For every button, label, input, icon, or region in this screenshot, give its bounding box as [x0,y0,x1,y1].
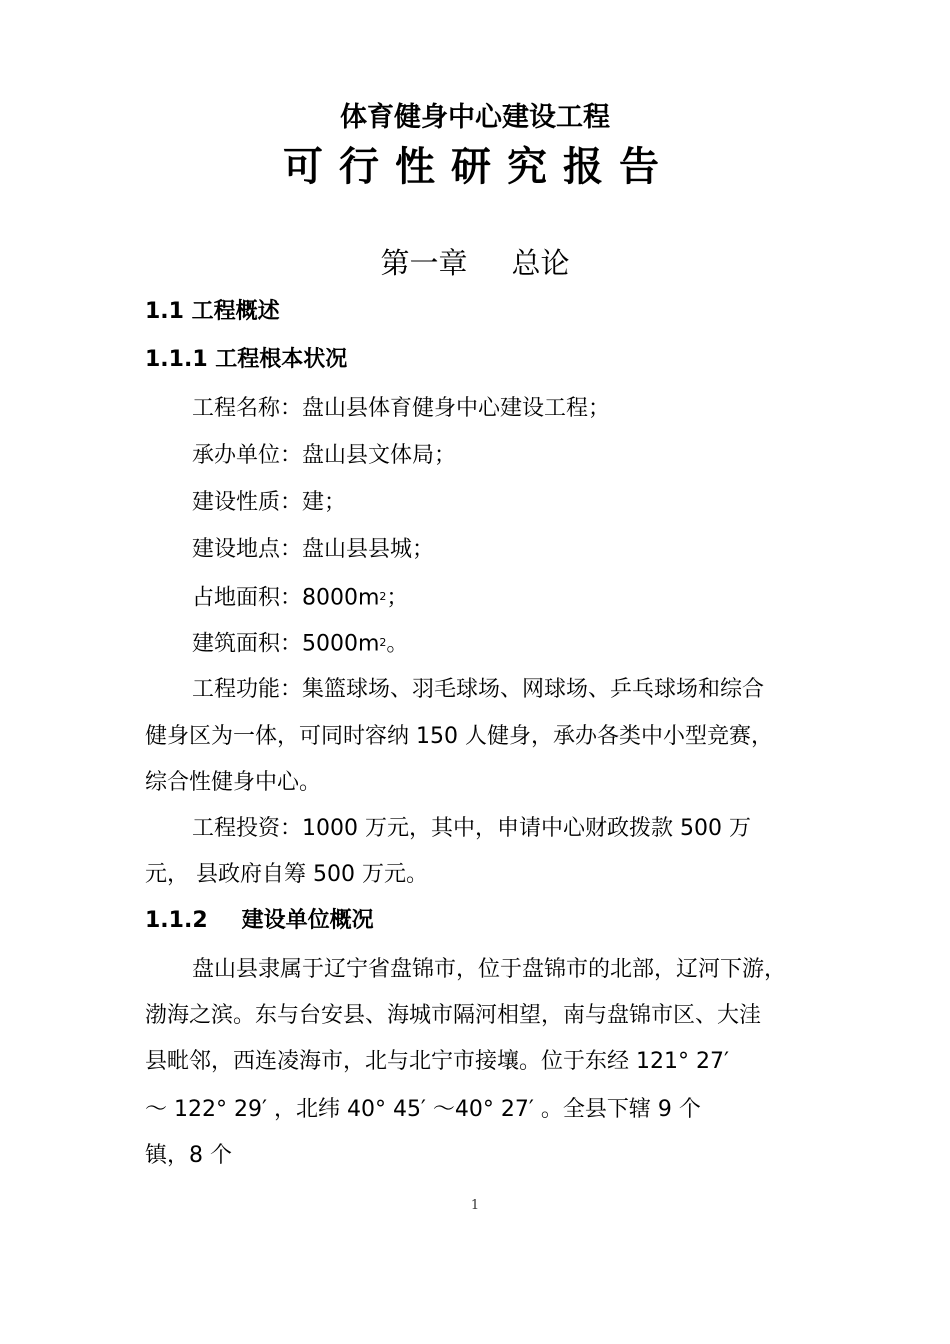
overview-line-3: 县毗邻，西连凌海市，北与北宁市接壤。位于东经 121° 27′ [145,1049,729,1074]
building-area-punctuation: 。 [386,631,409,657]
building-area-text: 建筑面积：5000m [192,631,380,657]
project-name-line: 工程名称：盘山县体育健身中心建设工程； [192,396,611,421]
building-area-superscript: 2 [379,636,387,649]
overview-line-2: 渤海之滨。东与台安县、海城市隔河相望，南与盘锦市区、大洼 [145,1003,762,1028]
document-subtitle: 可行性研究报告 [283,144,675,190]
investment-line-1: 工程投资：1000 万元，其中，申请中心财政拨款 500 万 [192,816,751,841]
section-heading-1-1-2 [145,906,374,936]
overview-line-1: 盘山县隶属于辽宁省盘锦市，位于盘锦市的北部，辽河下游， [192,957,787,982]
project-nature-line: 建设性质：建； [192,490,347,515]
chapter-name: 总论 [511,246,570,280]
building-area-line [192,627,408,660]
page-number: 1 [470,1198,480,1213]
function-line-2: 健身区为一体，可同时容纳 150 人健身，承办各类中小型竞赛， [145,724,773,749]
project-location-line: 建设地点：盘山县县城； [192,537,435,562]
project-undertaker-line: 承办单位：盘山县文体局； [192,443,457,468]
section-title-1-1-2: 建设单位概况 [241,908,374,933]
section-heading-1-1: 1.1 工程概述 [145,299,280,324]
chapter-number: 第一章 [380,246,468,280]
overview-line-4: ～ 122° 29′ ，北纬 40° 45′ ～40° 27′ 。全县下辖 9 个 [145,1097,701,1122]
chapter-heading [0,243,950,283]
land-area-punctuation: ； [386,585,409,611]
section-number-1-1-2: 1.1.2 [145,908,208,933]
function-line-1: 工程功能：集篮球场、羽毛球场、网球场、乒乓球场和综合 [192,677,765,702]
section-heading-1-1-1: 1.1.1 工程根本状况 [145,347,348,372]
land-area-superscript: 2 [379,590,387,603]
land-area-text: 占地面积：8000m [192,585,380,611]
land-area-line [192,581,408,614]
overview-line-5: 镇，8 个 [145,1143,232,1168]
function-line-3: 综合性健身中心。 [145,770,322,795]
document-title: 体育健身中心建设工程 [340,102,610,133]
investment-line-2: 元， 县政府自筹 500 万元。 [145,862,428,887]
